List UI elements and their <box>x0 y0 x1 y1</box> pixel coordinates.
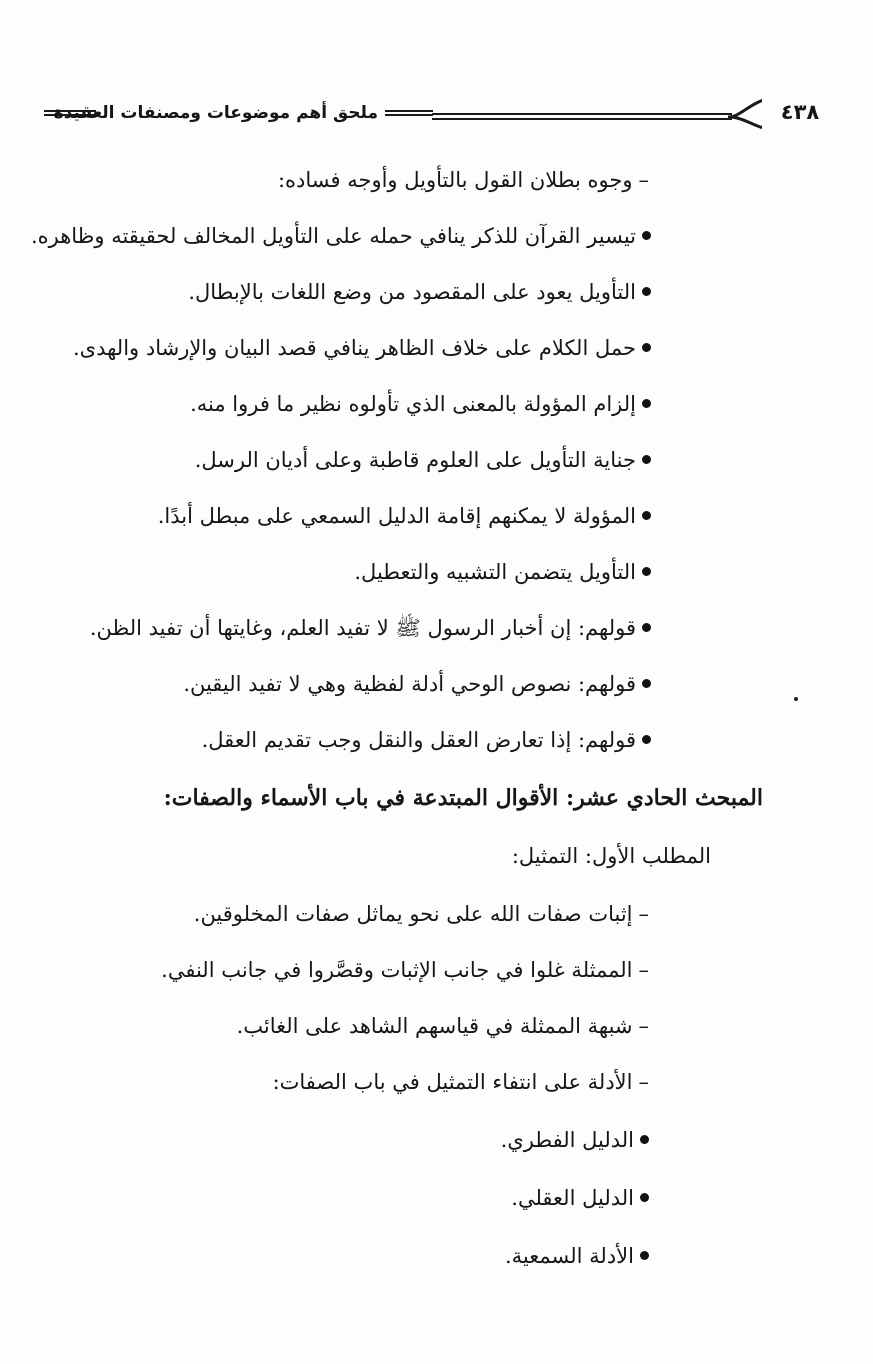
bullet-icon <box>642 287 651 296</box>
text-line-1: –وجوه بطلان القول بالتأويل وأوجه فساده: <box>277 168 649 192</box>
subsection-title: المطلب الأول: التمثيل: <box>511 844 711 868</box>
text-line-9: قولهم: إن أخبار الرسول ﷺ لا تفيد العلم، وغايتها أن تفيد الظن. <box>30 606 651 650</box>
page-number: ٤٣٨ <box>780 100 820 124</box>
text-line-7: المؤولة لا يمكنهم إقامة الدليل السمعي على مبطل أبدًا. <box>30 494 651 538</box>
text-line-11: قولهم: إذا تعارض العقل والنقل وجب تقديم العقل. <box>30 718 651 762</box>
text-line-3: التأويل يعود على المقصود من وضع اللغات بالإبطال. <box>30 270 651 314</box>
bullet-icon <box>640 1193 649 1202</box>
bullet-icon <box>640 1251 649 1260</box>
dash-marker: – <box>638 902 649 926</box>
bullet-icon <box>642 399 651 408</box>
dash-marker: – <box>638 1070 649 1094</box>
text-line-6: جناية التأويل على العلوم قاطبة وعلى أديان الرسل. <box>30 438 651 482</box>
bullet-icon <box>642 511 651 520</box>
bullet-icon <box>642 735 651 744</box>
page-number-frame <box>432 86 762 138</box>
header-rule-middle <box>385 110 433 116</box>
stray-dot-mark <box>794 697 798 701</box>
text-line-17: –الأدلة على انتفاء التمثيل في باب الصفات: <box>272 1070 649 1094</box>
page-header <box>40 92 820 138</box>
text-line-8: التأويل يتضمن التشبيه والتعطيل. <box>30 550 651 594</box>
text-line-19: الدليل العقلي. <box>30 1176 649 1220</box>
section-heading: المبحث الحادي عشر: الأقوال المبتدعة في باب الأسماء والصفات: <box>163 785 763 811</box>
dash-marker: – <box>638 958 649 982</box>
text-line-16: –شبهة الممثلة في قياسهم الشاهد على الغائب. <box>236 1014 649 1038</box>
bullet-icon <box>642 567 651 576</box>
bullet-icon <box>642 623 651 632</box>
text-line-14: –إثبات صفات الله على نحو يماثل صفات المخلوقين. <box>193 902 649 926</box>
text-line-10: قولهم: نصوص الوحي أدلة لفظية وهي لا تفيد اليقين. <box>30 662 651 706</box>
bullet-icon <box>642 343 651 352</box>
text-line-2: تيسير القرآن للذكر ينافي حمله على التأويل المخالف لحقيقته وظاهره. <box>30 214 651 258</box>
bullet-icon <box>642 455 651 464</box>
text-line-20: الأدلة السمعية. <box>30 1234 649 1278</box>
text-line-15: –الممثلة غلوا في جانب الإثبات وقصَّروا في جانب النفي. <box>161 958 649 982</box>
bullet-icon <box>642 679 651 688</box>
dash-marker: – <box>638 168 649 192</box>
bullet-icon <box>642 231 651 240</box>
text-line-18: الدليل الفطري. <box>30 1118 649 1162</box>
bullet-icon <box>640 1135 649 1144</box>
dash-marker: – <box>638 1014 649 1038</box>
text-line-4: حمل الكلام على خلاف الظاهر ينافي قصد البيان والإرشاد والهدى. <box>30 326 651 370</box>
running-title: ملحق أهم موضوعات ومصنفات العقيدة <box>53 103 378 123</box>
text-line-5: إلزام المؤولة بالمعنى الذي تأولوه نظير ما فروا منه. <box>30 382 651 426</box>
